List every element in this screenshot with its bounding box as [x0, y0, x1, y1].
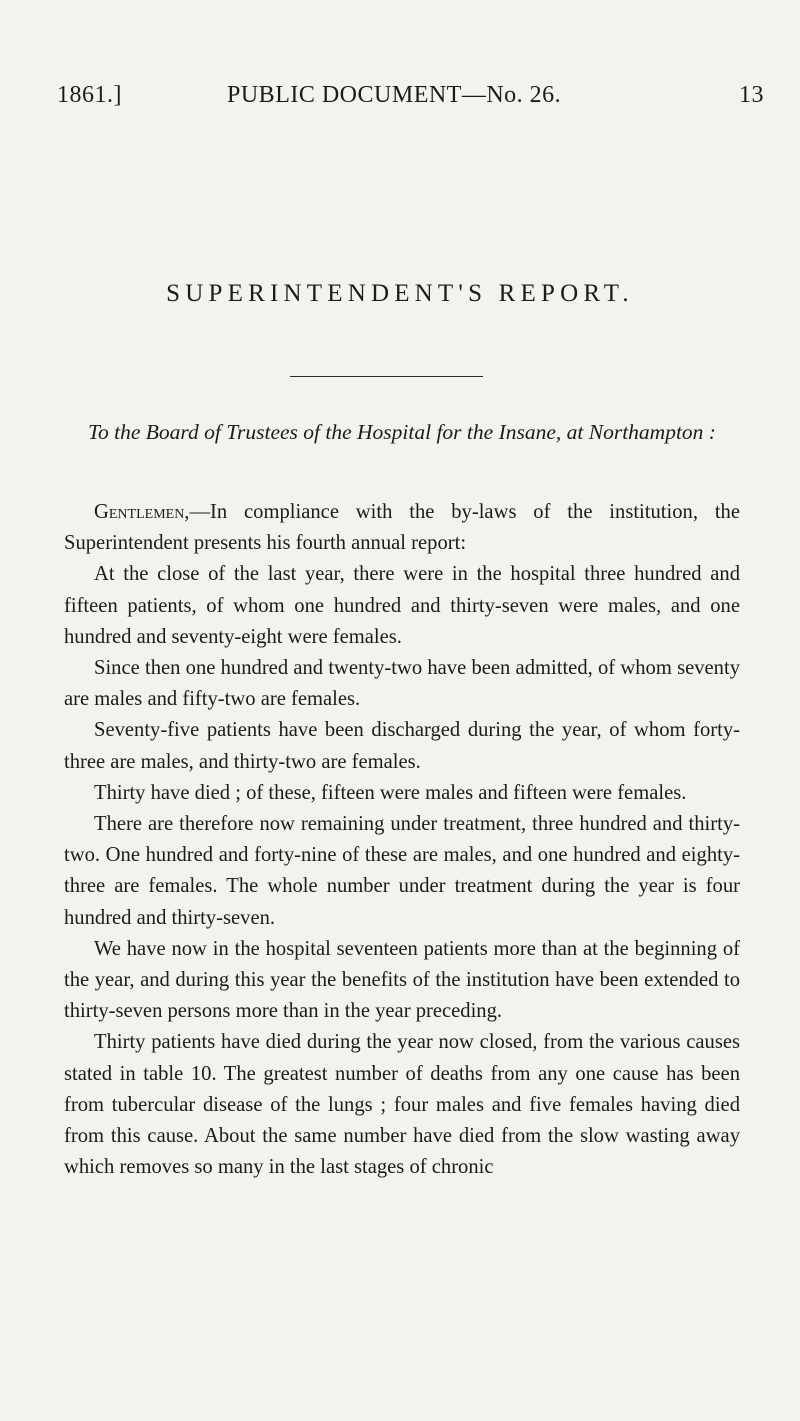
paragraph: [64, 497, 740, 559]
paragraph: There are therefore now remaining under treatment, three hundred and thirty-two. One hundred and forty-nine of these are males, and one hundred and eighty-three are females. The whole number under treatment during the year is four hundred and thirty-seven.: [64, 813, 740, 929]
page-number: 13: [739, 82, 764, 108]
salutation: To the Board of Trustees of the Hospital for the Insane, at Northampton :: [88, 420, 716, 444]
paragraph: Thirty have died ; of these, fifteen were males and fifteen were females.: [94, 781, 687, 804]
header-year: 1861.]: [57, 82, 122, 108]
title-rule: [290, 376, 483, 377]
paragraph: We have now in the hospital seventeen patients more than at the beginning of the year, and during this year the benefits of the institution have been extended to thirty-seven persons more than in the year preceding.: [64, 937, 740, 1023]
header-title: PUBLIC DOCUMENT—No. 26.: [227, 82, 562, 108]
paragraph: At the close of the last year, there were in the hospital three hundred and fifteen patients, of whom one hundred and thirty-seven were males, and one hundred and seventy-eight were females.: [64, 563, 740, 648]
paragraph-text: —In compliance with the by-laws of the institution, the Superintendent presents his fourth annual report:: [64, 501, 740, 555]
report-title: SUPERINTENDENT'S REPORT.: [166, 280, 634, 307]
running-header: [57, 82, 764, 116]
paragraph: Since then one hundred and twenty-two have been admitted, of whom seventy are males and fifty-two are females.: [64, 657, 740, 711]
paragraph: Seventy-five patients have been discharged during the year, of whom forty-three are males, and thirty-two are females.: [64, 719, 740, 773]
opening-small-caps: Gentlemen,: [94, 501, 190, 523]
report-body: [64, 497, 740, 1183]
paragraph: Thirty patients have died during the year now closed, from the various causes stated in table 10. The greatest number of deaths from any one cause has been from tubercular disease of the lungs ; four males and five females having died from this cause. About the same number have died from the slow wasting away which removes so many in the last stages of chronic: [64, 1031, 740, 1179]
